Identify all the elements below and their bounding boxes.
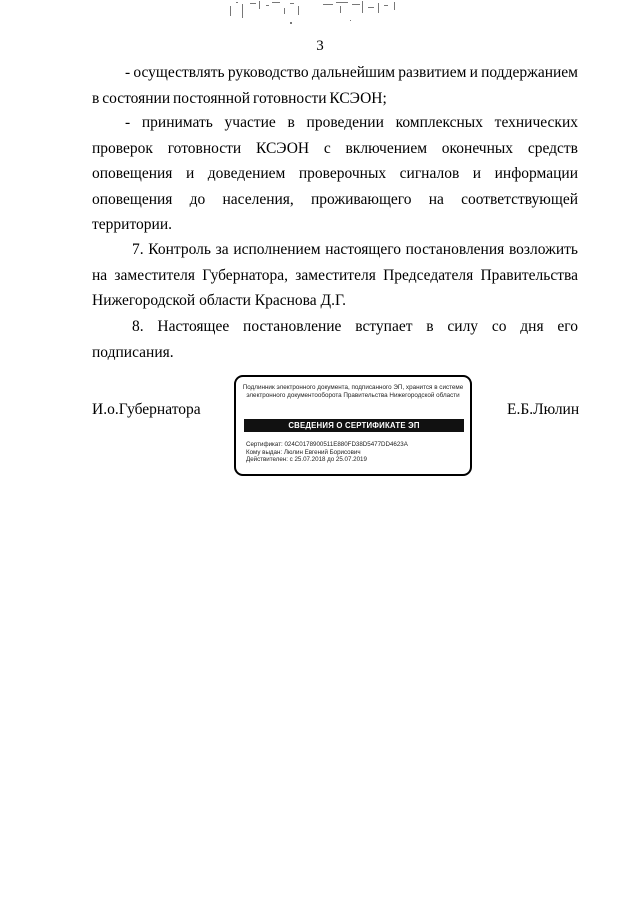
stamp-validity: Действителен: с 25.07.2018 до 25.07.2019 [246,456,367,464]
paragraph-3: 7. Контроль за исполнением настоящего постановления возложить на заместителя Губернатора, заместителя Председателя Правительства Нижегородской области Краснова Д.Г. [92,241,578,309]
scan-artifact [228,0,403,30]
stamp-certificate: Сертификат: 024C0178900511E880FD38D5477DD4623A [246,441,408,448]
paragraph-2: - принимать участие в проведении комплексных технических проверок готовности КСЭОН с включением оконечных средств оповещения и доведением проверочных сигналов и информации оповещения до населения, проживающего на соответствующей территории. [92,114,578,233]
paragraph-1: - осуществлять руководство дальнейшим развитием и поддержанием в состоянии постоянной готовности КСЭОН; [92,64,578,107]
stamp-title-bar: СВЕДЕНИЯ О СЕРТИФИКАТЕ ЭП [244,419,464,432]
signatory-position: И.о.Губернатора [92,401,201,418]
page-number: 3 [316,38,324,54]
paragraph-4: 8. Настоящее постановление вступает в силу со дня его подписания. [92,318,578,361]
stamp-details [246,441,464,464]
signatory-name: Е.Б.Люлин [507,401,580,418]
electronic-signature-stamp [234,375,472,476]
stamp-header: Подлинник электронного документа, подписанного ЭП, хранится в системе электронного документооборота Правительства Нижегородской области [242,384,464,399]
stamp-issued-to: Кому выдан: Люлин Евгений Борисович [246,448,361,456]
